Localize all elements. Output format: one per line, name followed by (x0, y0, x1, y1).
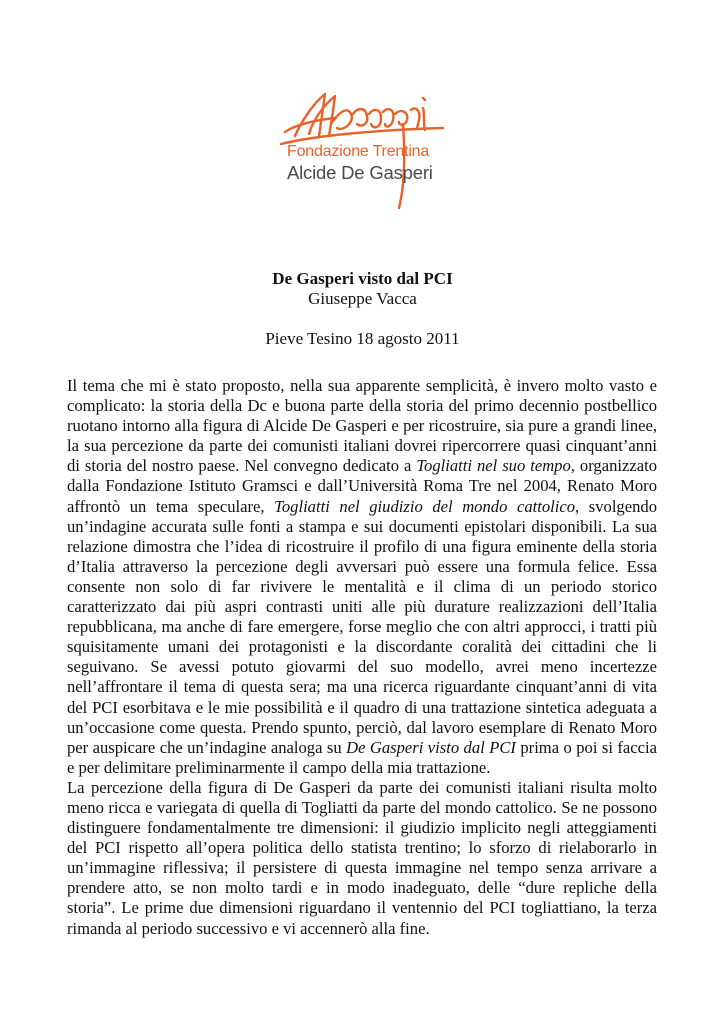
italic-title-text: Togliatti nel suo tempo (416, 456, 571, 476)
foundation-name (287, 144, 457, 182)
document-place-date: Pieve Tesino 18 agosto 2011 (265, 329, 460, 348)
document-body (67, 376, 657, 939)
document-author: Giuseppe Vacca (308, 289, 417, 308)
foundation-name-line1: Fondazione Trentina (287, 143, 430, 160)
body-text-run: Il tema che mi è stato proposto, nella sua apparente semplicità, è invero molto vasto e complicato: la storia della Dc e buona parte della storia del primo decennio postbellico ruotano intorno alla figura di Alcide De Gasperi e per ricostruire, sia pure a grandi linee, la sua percezione da parte dei comunisti italiani dovrei ripercorrere quasi cinquant’anni di storia del nostro paese. Nel convegno dedicato a (67, 376, 657, 476)
foundation-logo (273, 84, 453, 214)
foundation-name-line2: Alcide De Gasperi (287, 161, 433, 183)
body-text-run: prima o poi si faccia e per delimitare preliminarmente il campo della mia trattazione. (67, 737, 657, 777)
paragraph-1 (67, 376, 657, 778)
italic-title-text: Togliatti nel giudizio del mondo cattolico (274, 496, 576, 516)
italic-title-text: De Gasperi visto dal PCI (346, 737, 516, 757)
body-text-run: , organizzato dalla Fondazione Istituto Gramsci e dall’Università Roma Tre nel 2004, Renato Moro affrontò un tema speculare, (67, 456, 657, 516)
document-title: De Gasperi visto dal PCI (272, 269, 453, 288)
body-text-run: , svolgendo un’indagine accurata sulle fonti a stampa e sui documenti epistolari disponibili. La sua relazione dimostra che l’idea di ricostruire il profilo di una figura eminente della storia d’Italia attraverso la percezione degli avversari può essere una formula felice. Essa consente non solo di far rivivere le mentalità e il clima di un periodo storico caratterizzato dai più aspri contrasti uniti alle più durature realizzazioni dell’Italia repubblicana, ma anche di fare emergere, forse meglio che con altri approcci, i tratti più squisitamente umani dei protagonisti e la discordante coralità dei cittadini che li seguivano. Se avessi potuto giovarmi del suo modello, avrei meno incertezze nell’affrontare il tema di questa sera; ma una ricerca riguardante cinquant’anni di vita del PCI esorbitava e le mie possibilità e il quadro di una trattazione sintetica adeguata a un’occasione come questa. Prendo spunto, perciò, dal lavoro esemplare di Renato Moro per auspicare che un’indagine analoga su (67, 496, 657, 757)
body-text-run: La percezione della figura di De Gasperi da parte dei comunisti italiani risulta molto meno ricca e variegata di quella di Togliatti da parte del mondo cattolico. Se ne possono distinguere fondamentalmente tre dimensioni: il giudizio implicito negli atteggiamenti del PCI rispetto all’opera politica dello statista trentino; lo sforzo di rielaborarlo in un’immagine riflessiva; il persistere di questa immagine nel tempo senza arrivare a prendere atto, se non molto tardi e in modo inadeguato, delle “dure repliche della storia”. Le prime due dimensioni riguardano il ventennio del PCI togliattiano, la terza rimanda al periodo successivo e vi accennerò alla fine. (67, 777, 657, 938)
paragraph-2 (67, 778, 657, 939)
